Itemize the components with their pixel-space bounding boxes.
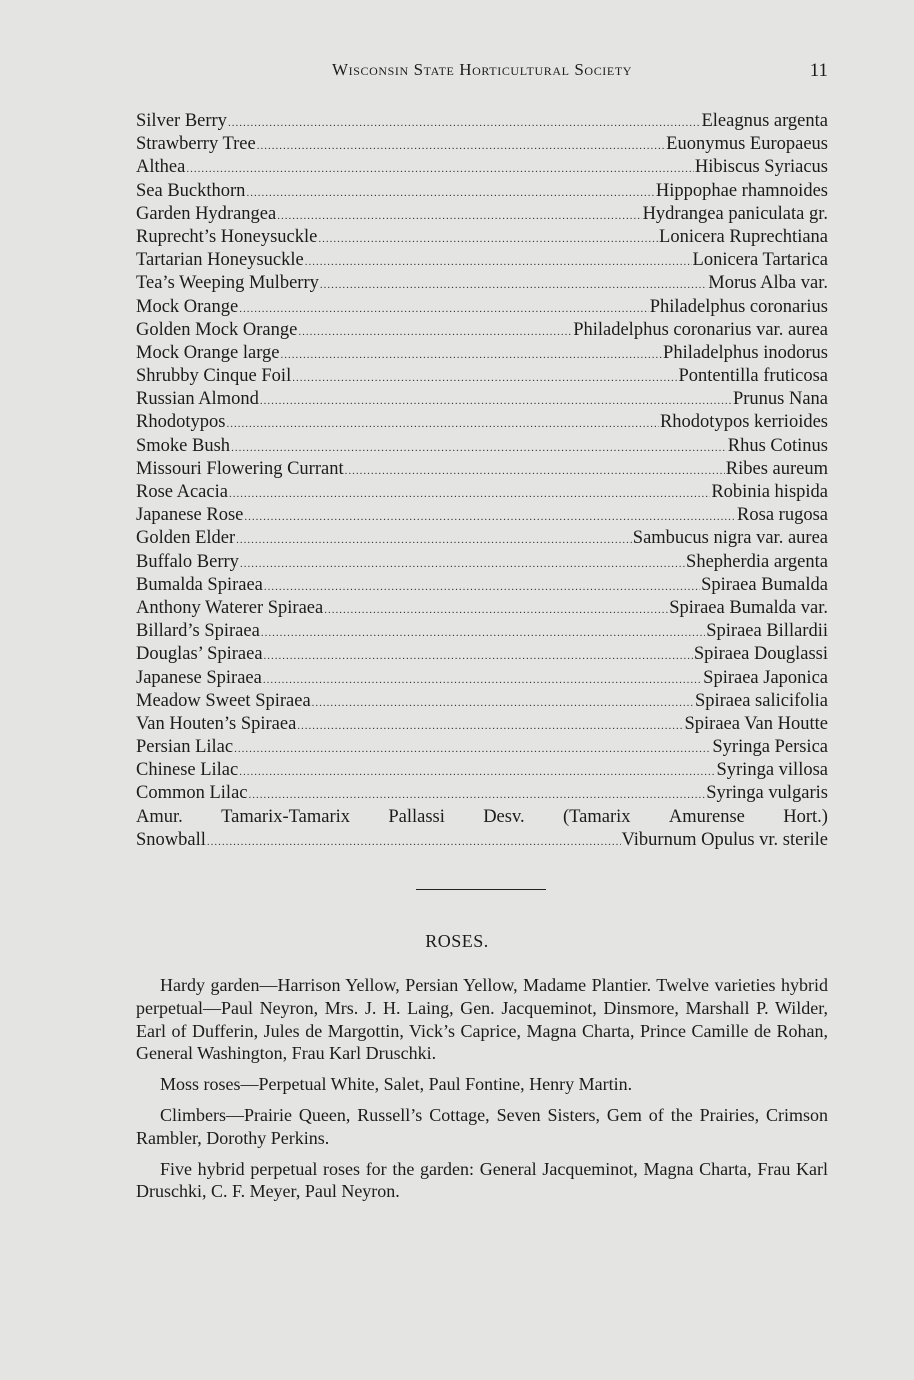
dot-leader — [324, 599, 668, 622]
common-name: Billard’s Spiraea — [136, 621, 260, 642]
plant-row — [136, 319, 828, 342]
plant-row — [136, 296, 828, 319]
common-name: Common Lilac — [136, 783, 248, 804]
common-name: Bumalda Spiraea — [136, 574, 263, 595]
plant-row — [136, 782, 828, 805]
running-head: Wisconsin State Horticultural Society — [331, 60, 633, 79]
plant-row — [136, 411, 828, 434]
common-name: Golden Elder — [136, 528, 236, 549]
common-name: Buffalo Berry — [136, 551, 239, 572]
dot-leader — [345, 460, 725, 483]
dot-leader — [298, 321, 572, 344]
plant-row — [136, 249, 828, 272]
dot-leader — [264, 576, 700, 599]
common-name: Japanese Spiraea — [136, 667, 262, 688]
dot-leader — [318, 228, 658, 251]
latin-name: Viburnum Opulus vr. sterile — [621, 829, 828, 850]
dot-leader — [305, 251, 692, 274]
page-number: 11 — [809, 60, 828, 81]
dot-leader — [239, 298, 648, 321]
dot-leader — [246, 182, 654, 205]
latin-name: Spiraea Bumalda — [701, 574, 828, 595]
roses-paragraph: Five hybrid perpetual roses for the garden: General Jacqueminot, Magna Charta, Frau Karl Druschki, C. F. Meyer, Paul Neyron. — [136, 1158, 828, 1202]
tamarix-word: Tamarix-Tamarix — [221, 806, 350, 827]
tamarix-word: Desv. — [483, 806, 525, 827]
dot-leader — [257, 135, 665, 158]
latin-name: Lonicera Tartarica — [692, 250, 828, 271]
common-name: Silver Berry — [136, 111, 227, 131]
dot-leader — [249, 784, 706, 807]
common-name: Russian Almond — [136, 389, 259, 410]
latin-name: Rhus Cotinus — [727, 435, 828, 456]
plant-row — [136, 551, 828, 574]
latin-name: Spiraea Japonica — [703, 667, 828, 688]
dot-leader — [231, 437, 727, 460]
dot-leader — [207, 831, 621, 854]
plant-row — [136, 342, 828, 365]
latin-name: Spiraea Douglassi — [693, 644, 828, 665]
common-name: Missouri Flowering Currant — [136, 458, 344, 479]
plant-row — [136, 667, 828, 690]
dot-leader — [297, 715, 683, 738]
roses-paragraph: Moss roses—Perpetual White, Salet, Paul Fontine, Henry Martin. — [160, 1074, 633, 1095]
dot-leader — [228, 112, 701, 135]
common-name: Meadow Sweet Spiraea — [136, 690, 311, 711]
dot-leader — [239, 761, 715, 784]
tamarix-word: Hort.) — [783, 806, 828, 827]
dot-leader — [281, 344, 663, 367]
common-name: Douglas’ Spiraea — [136, 644, 263, 665]
plant-row — [136, 829, 828, 852]
plant-row — [136, 435, 828, 458]
page-header — [136, 60, 828, 86]
common-name: Snowball — [136, 829, 206, 850]
common-name: Chinese Lilac — [136, 760, 239, 781]
latin-name: Philadelphus coronarius var. aurea — [573, 319, 828, 340]
latin-name: Sambucus nigra var. aurea — [632, 528, 828, 549]
common-name: Althea — [136, 157, 186, 178]
roses-section — [136, 974, 828, 1211]
dot-leader — [240, 553, 685, 576]
latin-name: Euonymus Europaeus — [666, 134, 828, 155]
latin-name: Pontentilla fruticosa — [678, 366, 828, 387]
latin-name: Syringa villosa — [716, 760, 828, 781]
dot-leader — [312, 692, 694, 715]
latin-name: Spiraea Billardii — [706, 621, 828, 642]
common-name: Ruprecht’s Honeysuckle — [136, 226, 318, 247]
plant-row — [136, 203, 828, 226]
dot-leader — [292, 367, 677, 390]
roses-paragraph: Climbers—Prairie Queen, Russell’s Cottage, Seven Sisters, Gem of the Prairies, Crimson Rambler, Dorothy Perkins. — [136, 1104, 828, 1148]
common-name: Rose Acacia — [136, 482, 228, 502]
tamarix-word: Amurense — [668, 806, 745, 827]
dot-leader — [264, 645, 693, 668]
roses-paragraph: Hardy garden—Harrison Yellow, Persian Yellow, Madame Plantier. Twelve varieties hybrid perpetual—Paul Neyron, Mrs. J. H. Laing, Gen. Jacqueminot, Dinsmore, Marshall P. Wilder, Earl of Dufferin, Jules de Margottin, Vick’s Caprice, Magna Charta, Prince Camille de Rohan, General Washington, Frau Karl Druschki. — [136, 975, 828, 1064]
plant-row — [136, 759, 828, 782]
common-name: Rhodotypos — [136, 412, 226, 433]
latin-name: Prunus Nana — [732, 389, 828, 410]
plant-row — [136, 713, 828, 736]
latin-name: Lonicera Ruprechtiana — [659, 226, 828, 247]
plant-row — [136, 110, 828, 133]
latin-name: Philadelphus coronarius — [649, 296, 828, 317]
latin-name: Spiraea Bumalda var. — [669, 597, 828, 618]
plant-row — [136, 620, 828, 643]
plant-row — [136, 156, 828, 179]
dot-leader — [229, 483, 710, 506]
dot-leader — [263, 669, 702, 692]
plant-row — [136, 736, 828, 759]
common-name: Tartarian Honeysuckle — [136, 250, 304, 271]
plant-row — [136, 133, 828, 156]
tamarix-row — [136, 806, 828, 829]
latin-name: Morus Alba var. — [708, 273, 828, 294]
plant-row — [136, 272, 828, 295]
common-name: Garden Hydrangea — [136, 203, 277, 224]
plant-row — [136, 226, 828, 249]
section-divider — [416, 889, 546, 890]
latin-name: Eleagnus argenta — [701, 111, 828, 131]
plant-row — [136, 180, 828, 203]
latin-name: Spiraea Van Houtte — [684, 713, 828, 734]
plant-row — [136, 458, 828, 481]
dot-leader — [320, 274, 707, 297]
dot-leader — [226, 413, 659, 436]
common-name: Japanese Rose — [136, 505, 244, 526]
common-name: Van Houten’s Spiraea — [136, 713, 297, 734]
latin-name: Hippophae rhamnoides — [655, 180, 828, 201]
latin-name: Rhodotypos kerrioides — [659, 412, 828, 433]
common-name: Persian Lilac — [136, 737, 234, 758]
plant-row — [136, 527, 828, 550]
plant-row — [136, 388, 828, 411]
common-name: Sea Buckthorn — [136, 180, 246, 201]
tamarix-word: Amur. — [136, 806, 183, 827]
latin-name: Hibiscus Syriacus — [694, 157, 828, 178]
latin-name: Shepherdia argenta — [686, 551, 828, 572]
latin-name: Hydrangea paniculata gr. — [642, 203, 828, 224]
dot-leader — [186, 158, 694, 181]
plant-row — [136, 574, 828, 597]
plant-row — [136, 690, 828, 713]
dot-leader — [244, 506, 736, 529]
common-name: Strawberry Tree — [136, 134, 256, 155]
dot-leader — [260, 390, 732, 413]
plant-list — [136, 110, 828, 852]
common-name: Tea’s Weeping Mulberry — [136, 273, 319, 294]
common-name: Anthony Waterer Spiraea — [136, 597, 324, 618]
plant-row — [136, 504, 828, 527]
plant-row — [136, 365, 828, 388]
plant-row — [136, 643, 828, 666]
tamarix-word: Pallassi — [388, 806, 445, 827]
common-name: Mock Orange large — [136, 342, 280, 363]
common-name: Shrubby Cinque Foil — [136, 366, 292, 387]
dot-leader — [277, 205, 641, 228]
plant-row — [136, 597, 828, 620]
latin-name: Philadelphus inodorus — [663, 342, 828, 363]
roses-heading: ROSES. — [425, 931, 489, 951]
tamarix-word: (Tamarix — [562, 806, 631, 827]
dot-leader — [236, 529, 632, 552]
dot-leader — [234, 738, 711, 761]
latin-name: Syringa vulgaris — [706, 783, 828, 804]
common-name: Smoke Bush — [136, 435, 231, 456]
latin-name: Ribes aureum — [725, 458, 828, 479]
common-name: Mock Orange — [136, 296, 239, 317]
latin-name: Spiraea salicifolia — [694, 690, 828, 711]
latin-name: Syringa Persica — [712, 737, 828, 758]
dot-leader — [261, 622, 705, 645]
plant-row — [136, 481, 828, 504]
common-name: Golden Mock Orange — [136, 319, 298, 340]
latin-name: Rosa rugosa — [737, 505, 828, 526]
latin-name: Robinia hispida — [711, 482, 828, 502]
